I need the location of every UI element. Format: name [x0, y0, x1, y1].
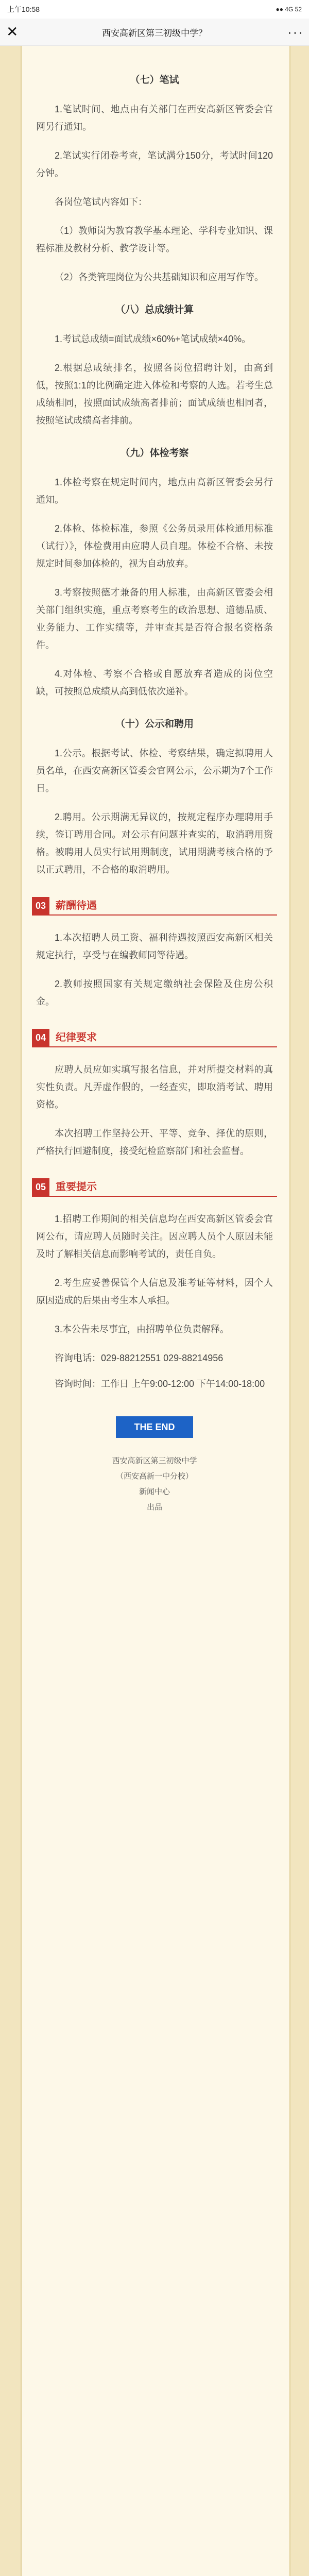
section-title: （八）总成绩计算 — [115, 304, 194, 315]
section-title: （九）体检考察 — [120, 448, 189, 459]
section-title: （七）笔试 — [130, 75, 179, 86]
heading-number-badge: 05 — [32, 1178, 49, 1196]
heading-salary — [32, 897, 277, 916]
footer-school: 西安高新区第三初级中学 — [112, 1456, 197, 1465]
paragraph: 2.体检、体检标准，参照《公务员录用体检通用标准（试行）》，体检费用由应聘人员自理。体检不合格、未按规定时间参加体检的，视为自动放弃。 — [36, 523, 273, 569]
paragraph: 2.根据总成绩排名，按照各岗位招聘计划，由高到低，按照1:1的比例确定进入体检和考察的人选。若考生总成绩相同，按照面试成绩高者排前；面试成绩也相同者，按照笔试成绩高者排前。 — [36, 363, 273, 426]
section-physical-exam — [36, 445, 273, 700]
contact-phone: 咨询电话：029-88212551 029-88214956 — [55, 1353, 224, 1363]
status-time: 上午10:58 — [7, 5, 40, 13]
footer — [36, 1453, 273, 1515]
paragraph: 1.招聘工作期间的相关信息均在西安高新区管委会官网公布，请应聘人员随时关注。因应聘人员个人原因未能及时了解相关信息而影响考试的，责任自负。 — [36, 1214, 273, 1259]
the-end-badge: THE END — [116, 1416, 193, 1438]
paragraph: 2.聘用。公示期满无异议的，按规定程序办理聘用手续，签订聘用合同。对公示有问题并查实的，取消聘用资格。被聘用人员实行试用期制度，试用期满考核合格的予以正式聘用，不合格的取消聘用。 — [36, 812, 273, 875]
footer-school-alias: （西安高新一中分校） — [115, 1472, 193, 1481]
status-indicators: ●● 4G 52 — [276, 6, 302, 13]
paragraph: 1.公示。根据考试、体检、考察结果，确定拟聘用人员名单，在西安高新区管委会官网公示，公示期为7个工作日。 — [36, 748, 273, 793]
section-total-score — [36, 301, 273, 429]
section-written-exam — [36, 72, 273, 286]
paragraph: 2.考生应妥善保管个人信息及准考证等材料，因个人原因造成的后果由考生本人承担。 — [36, 1278, 273, 1306]
paragraph: 1.考试总成绩=面试成绩×60%+笔试成绩×40%。 — [55, 334, 251, 344]
contact-hours: 咨询时间：工作日 上午9:00-12:00 下午14:00-18:00 — [55, 1379, 265, 1389]
heading-text: 纪律要求 — [56, 1032, 97, 1043]
paragraph: 2.笔试实行闭卷考查，笔试满分150分，考试时间120分钟。 — [36, 150, 273, 178]
section-publicity — [36, 716, 273, 878]
heading-notice — [32, 1178, 277, 1197]
article-content — [36, 56, 273, 1515]
close-icon[interactable]: ✕ — [6, 24, 19, 40]
paragraph: 4.对体检、考察不合格或自愿放弃者造成的岗位空缺，可按照总成绩从高到低依次递补。 — [36, 669, 273, 697]
footer-department: 新闻中心 — [139, 1487, 170, 1496]
heading-text: 重要提示 — [56, 1181, 97, 1193]
section-title: （十）公示和聘用 — [115, 719, 194, 730]
heading-text: 薪酬待遇 — [56, 900, 97, 911]
paragraph: 本次招聘工作坚持公开、平等、竞争、择优的原则，严格执行回避制度，接受纪检监察部门和社会监督。 — [36, 1128, 273, 1156]
more-options-icon[interactable]: ··· — [287, 24, 304, 40]
heading-discipline — [32, 1029, 277, 1047]
footer-credit: 出品 — [146, 1503, 162, 1512]
status-bar — [0, 0, 309, 19]
article-page[interactable] — [0, 46, 309, 2576]
paragraph: （1）教师岗为教育教学基本理论、学科专业知识、课程标准及教材分析、教学设计等。 — [36, 226, 273, 253]
page-title: 西安高新区第三初级中学？ — [102, 28, 207, 38]
paragraph: 2.教师按照国家有关规定缴纳社会保险及住房公积金。 — [36, 979, 273, 1007]
heading-number-badge: 04 — [32, 1029, 49, 1046]
paragraph: 3.本公告未尽事宜，由招聘单位负责解释。 — [55, 1324, 230, 1334]
paragraph: 1.笔试时间、地点由有关部门在西安高新区管委会官网另行通知。 — [36, 104, 273, 132]
paragraph: 3.考察按照德才兼备的用人标准，由高新区管委会相关部门组织实施，重点考察考生的政治思想、道德品质、业务能力、工作实绩等，并审查其是否符合报名资格条件。 — [36, 587, 273, 650]
paragraph: 1.本次招聘人员工资、福利待遇按照西安高新区相关规定执行，享受与在编教师同等待遇。 — [36, 933, 273, 960]
paragraph: 1.体检考察在规定时间内，地点由高新区管委会另行通知。 — [36, 477, 273, 505]
paragraph: 应聘人员应如实填写报名信息，并对所提交材料的真实性负责。凡弄虚作假的，一经查实，即取消考试、聘用资格。 — [36, 1064, 273, 1110]
paragraph: （2）各类管理岗位为公共基础知识和应用写作等。 — [55, 272, 264, 282]
nav-bar — [0, 19, 309, 46]
paragraph: 各岗位笔试内容如下： — [55, 197, 147, 207]
heading-number-badge: 03 — [32, 897, 49, 914]
